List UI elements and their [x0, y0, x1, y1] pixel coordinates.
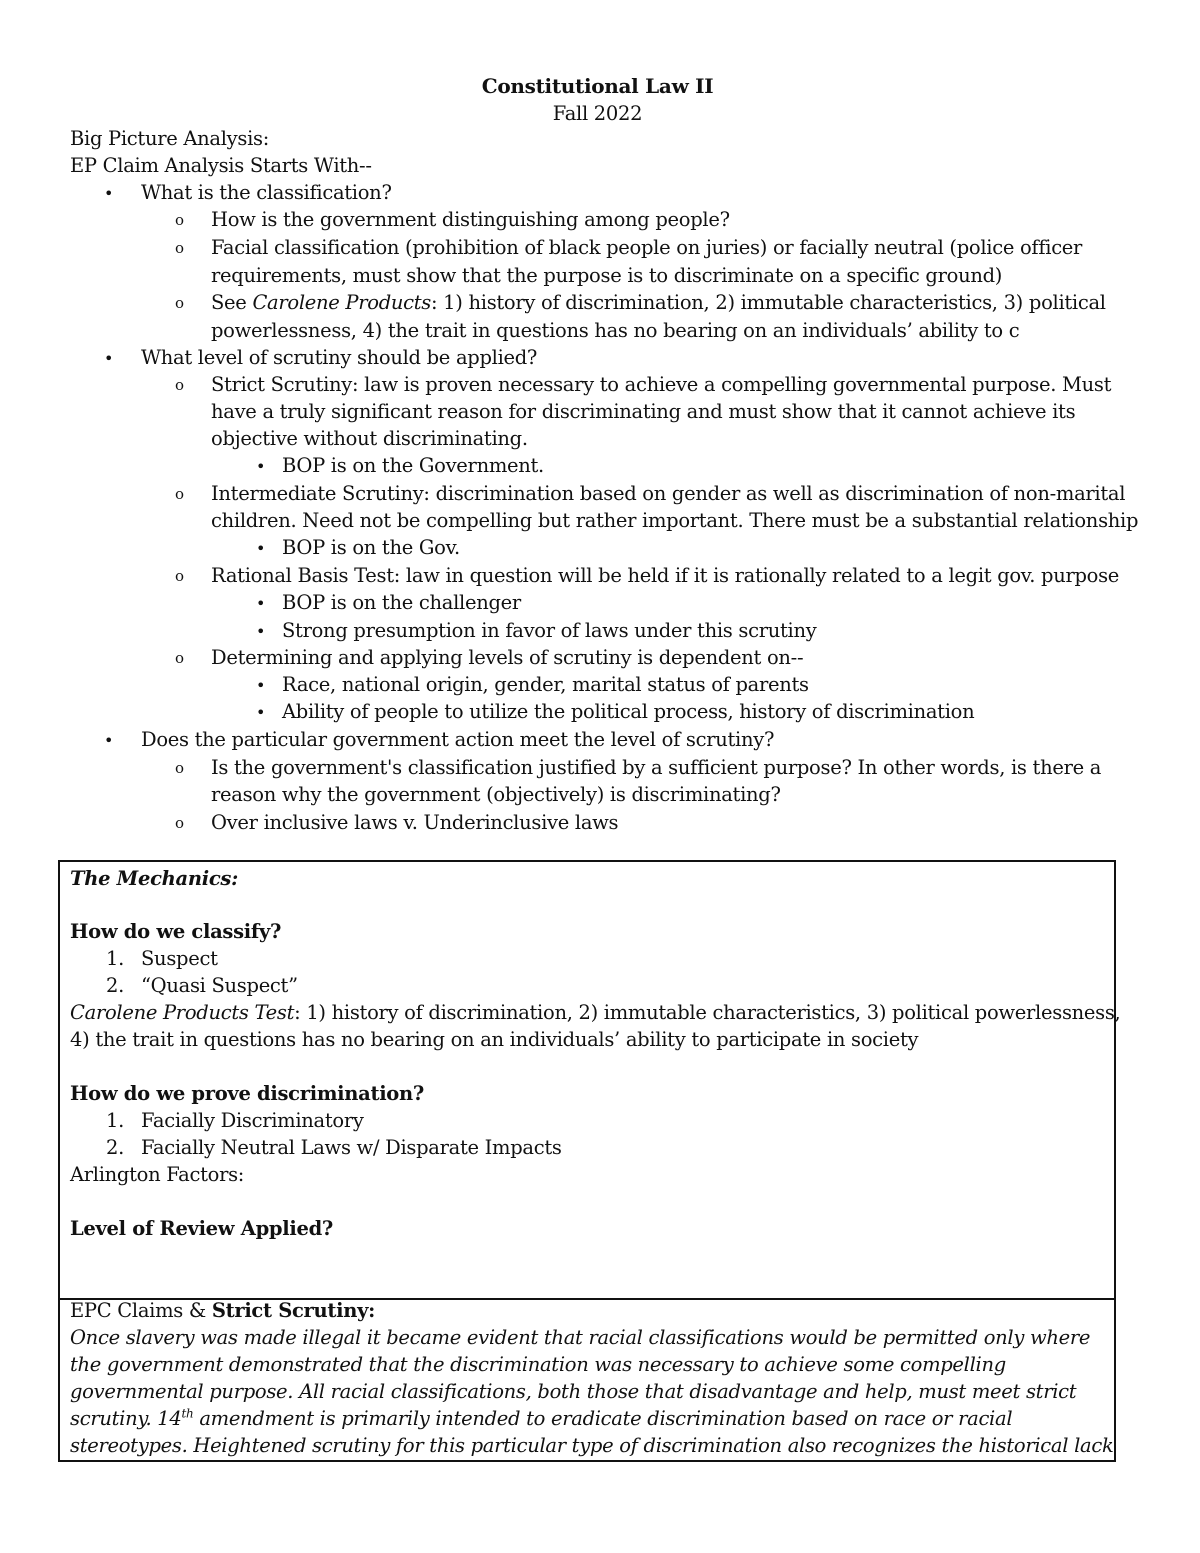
bullet-marker: •	[256, 594, 266, 613]
sub-bullet-marker: o	[175, 294, 185, 312]
list-item: BOP is on the Gov.	[282, 536, 460, 559]
list-item-continued: have a truly significant reason for discriminating and must show that it cannot achieve its	[211, 400, 1076, 423]
list-item: Over inclusive laws v. Underinclusive laws	[211, 811, 619, 834]
list-number: 1.	[106, 1109, 125, 1132]
classify-heading: How do we classify?	[70, 920, 282, 943]
list-item: Race, national origin, gender, marital status of parents	[282, 673, 809, 696]
document-term: Fall 2022	[552, 102, 643, 125]
case-name: Carolene Products Test	[70, 1001, 295, 1024]
document-title: Constitutional Law II	[481, 74, 714, 98]
bullet-marker: •	[104, 349, 114, 368]
list-item: See Carolene Products: 1) history of discrimination, 2) immutable characteristics, 3) political	[211, 291, 1106, 314]
sub-bullet-marker: o	[175, 485, 185, 503]
bullet-marker: •	[256, 676, 266, 695]
question-scrutiny-level: What level of scrutiny should be applied?	[141, 346, 538, 369]
list-item: Is the government's classification justified by a sufficient purpose? In other words, is there a	[211, 756, 1102, 779]
list-item-continued: powerlessness, 4) the trait in questions has no bearing on an individuals’ ability to c	[211, 319, 1020, 342]
bullet-marker: •	[256, 622, 266, 641]
review-heading: Level of Review Applied?	[70, 1217, 334, 1240]
list-number: 2.	[106, 1136, 125, 1159]
list-number: 1.	[106, 947, 125, 970]
epc-paragraph-line: governmental purpose. All racial classifications, both those that disadvantage and help, must meet strict	[70, 1380, 1077, 1403]
list-item: Rational Basis Test: law in question will be held if it is rationally related to a legit gov. purpose	[211, 564, 1120, 587]
question-scrutiny-met: Does the particular government action meet the level of scrutiny?	[141, 728, 775, 751]
case-name: Carolene Products	[252, 291, 432, 314]
sub-bullet-marker: o	[175, 814, 185, 832]
list-item: How is the government distinguishing among people?	[211, 208, 730, 231]
epc-paragraph-line: Once slavery was made illegal it became evident that racial classifications would be permitted only where	[70, 1326, 1091, 1349]
epc-paragraph-line: the government demonstrated that the discrimination was necessary to achieve some compelling	[70, 1353, 1006, 1376]
list-item-continued: requirements, must show that the purpose is to discriminate on a specific ground)	[211, 264, 1003, 287]
bullet-marker: •	[104, 184, 114, 203]
list-item: Intermediate Scrutiny: discrimination based on gender as well as discrimination of non-marital	[211, 482, 1126, 505]
sub-bullet-marker: o	[175, 211, 185, 229]
carolene-test-line-continued: 4) the trait in questions has no bearing on an individuals’ ability to participate in society	[70, 1028, 919, 1051]
list-item: Determining and applying levels of scrutiny is dependent on--	[211, 646, 804, 669]
bullet-marker: •	[256, 457, 266, 476]
sub-bullet-marker: o	[175, 239, 185, 257]
sub-bullet-marker: o	[175, 759, 185, 777]
prove-heading: How do we prove discrimination?	[70, 1082, 425, 1105]
list-item: Strong presumption in favor of laws under this scrutiny	[282, 619, 817, 642]
list-item-continued: children. Need not be compelling but rather important. There must be a substantial relationship	[211, 509, 1139, 532]
outline-subheading: EP Claim Analysis Starts With--	[70, 154, 372, 177]
bullet-marker: •	[256, 703, 266, 722]
list-item: Suspect	[141, 947, 218, 970]
sub-bullet-marker: o	[175, 567, 185, 585]
list-item: “Quasi Suspect”	[141, 974, 298, 997]
arlington-factors: Arlington Factors:	[70, 1163, 245, 1186]
carolene-test-line: Carolene Products Test: 1) history of discrimination, 2) immutable characteristics, 3) political powerlessness,	[70, 1001, 1121, 1024]
list-item: Ability of people to utilize the political process, history of discrimination	[282, 700, 975, 723]
bullet-marker: •	[256, 539, 266, 558]
list-item: Facially Discriminatory	[141, 1109, 364, 1132]
list-item: BOP is on the challenger	[282, 591, 521, 614]
epc-heading: EPC Claims & Strict Scrutiny:	[70, 1299, 376, 1322]
question-classification: What is the classification?	[141, 181, 392, 204]
list-item: BOP is on the Government.	[282, 454, 544, 477]
outline-heading: Big Picture Analysis:	[70, 127, 270, 150]
list-item: Strict Scrutiny: law is proven necessary to achieve a compelling governmental purpose. Must	[211, 373, 1112, 396]
list-item: Facial classification (prohibition of black people on juries) or facially neutral (police officer	[211, 236, 1083, 259]
list-number: 2.	[106, 974, 125, 997]
epc-paragraph-line: scrutiny. 14th amendment is primarily intended to eradicate discrimination based on race or racial	[70, 1406, 1013, 1430]
mechanics-title: The Mechanics:	[70, 867, 238, 890]
sub-bullet-marker: o	[175, 376, 185, 394]
sub-bullet-marker: o	[175, 649, 185, 667]
bullet-marker: •	[104, 731, 114, 750]
list-item-continued: reason why the government (objectively) is discriminating?	[211, 783, 781, 806]
list-item: Facially Neutral Laws w/ Disparate Impacts	[141, 1136, 562, 1159]
list-item-continued: objective without discriminating.	[211, 427, 528, 450]
epc-paragraph-line: stereotypes. Heightened scrutiny for this particular type of discrimination also recognizes the historical lack	[70, 1434, 1114, 1457]
